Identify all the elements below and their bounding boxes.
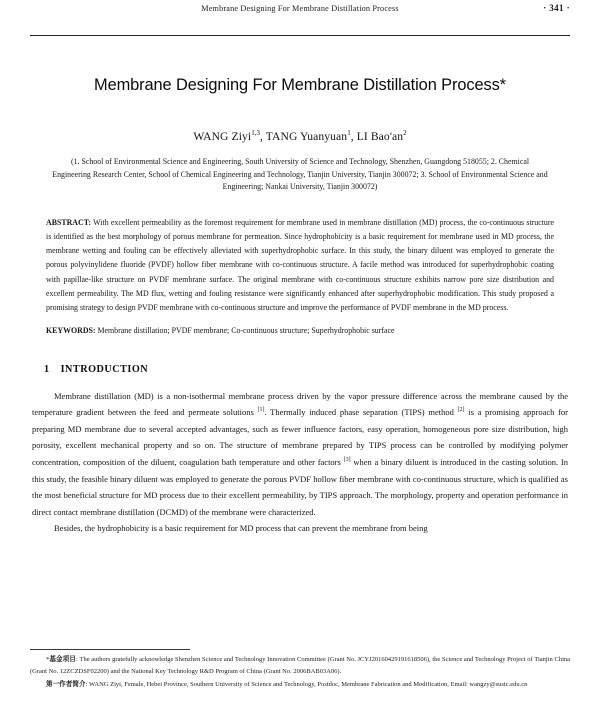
section-number: 1 [44,363,50,375]
abstract-text: With excellent permeability as the foremost requirement for membrane used in membrane distillation (MD) process, the co-continuous structure is identified as the best morphology of porous membrane for permeation. Since hydrophobicity is a basic requirement for membrane used in MD process, the membrane wetting and fouling can be effectively alleviated with superhydrophobic surface. In this study, the binary diluent was employed to generate the porous polyvinylidene fluoride (PVDF) hollow fiber membrane with co-continuous structure. A facile method was introduced for superhydrophobic coating with papillae-like structure on PVDF membrane surface. The original membrane with co-continuous structure exhibits narrow pore size distribution and excellent permeability. The MD flux, wetting and fouling resistance were significantly enhanced after superhydrophobic modification. This study proposed a promising strategy to design PVDF membrane with co-continuous structure and improve the performance of PVDF membrane in the MD process. [46,218,554,312]
footnote-block [30,649,570,690]
citation-ref-2: [2] [457,407,465,414]
footnote-rule [30,649,190,650]
abstract-block [46,216,554,338]
author-name-1: WANG Ziyi [193,129,252,143]
author-bio-text: : WANG Ziyi, Female, Hebei Province, Southern University of Science and Technology, Postdoc, Membrane Fabrication and Modification, Email: wangzy@sustc.edu.cn [85,680,528,688]
author-bio-label-cjk: 第一作者简介 [46,679,86,688]
keywords-label: KEYWORDS: [46,325,96,335]
paragraph-1-segment-1: Membrane distillation (MD) is a non-isothermal membrane process driven by the vapor pressure difference across the membrane caused by the temperature gradient between the feed and permeate solutions [32,390,568,418]
funding-marker: * [46,656,50,664]
paragraph-1-segment-3: is a promising approach for preparing MD membrane due to several accepted advantages, such as fewer influence factors, easy operation, homogeneous pore size distribution, high porosity, excellent mechanical property and so on. The structure of membrane prepared by TIPS process can be controlled by modifying polymer concentration, composition of the diluent, coagulation bath temperature and other factors [32,407,568,467]
citation-ref-1: [1] [257,407,265,414]
author-name-2: TANG Yuanyuan [265,129,348,143]
affiliations: (1. School of Environmental Science and Engineering, South University of Science and Technology, Shenzhen, Guangdong 518055; 2. Chemical Engineering Research Center, School of Chemical Engineering and Technology, Tianjin University, Tianjin 300072; 3. School of Environmental Science and Engineering; Nankai University, Tianjin 300072) [52,156,548,192]
footnote-funding [30,654,570,677]
running-header-title: Membrane Designing For Membrane Distillation Process [201,4,399,13]
author-line: WANG Ziyi$^{1,3}$, TANG Yuanyuan$^1$, LI $Bao'an^2$ [193,129,407,143]
funding-label-cjk: 基金项目 [49,655,76,664]
author-affil-mark-1: 1,3 [251,129,260,137]
page-title: Membrane Designing For Membrane Distillation Process* [94,76,506,94]
paragraph-2: Besides, the hydrophobicity is a basic requirement for MD process that can prevent the membrane from being [54,523,428,534]
page-number: · 341 · [543,3,570,13]
header-rule [30,35,570,36]
citation-ref-3: [3] [343,457,351,464]
section-title: INTRODUCTION [60,363,149,375]
author-affil-mark-2: 1 [347,129,351,137]
abstract-paragraph [46,216,554,314]
keywords-paragraph [46,324,554,338]
section-heading-introduction [44,364,570,375]
abstract-label: ABSTRACT: [46,218,92,228]
paragraph-1 [32,388,568,521]
paragraph-1-segment-4: when a binary diluent is introduced in the casting solution. In this study, the feasible binary diluent was employed to generate the porous PVDF hollow fiber membrane with co-continuous structure, which is qualified as the most beneficial structure for MD process due to their excellent permeability, by TIPS approach. The morphology, property and operation performance in direct contact membrane distillation (DCMD) of the membrane were characterized. [32,457,568,517]
author-name-3: LI Bao'an [356,129,404,143]
paragraph-1-segment-2: . Thermally induced phase separation (TIPS) method [264,407,458,418]
body-text [32,388,568,537]
keywords-text: Membrane distillation; PVDF membrane; Co-continuous structure; Superhydrophobic surface [97,325,395,335]
footnote-author-bio [30,679,570,690]
funding-text: : The authors gratefully acknowledge Shenzhen Science and Technology Innovation Committee (Grant No. JCYJ20160429191618506), the Science and Technology Project of Tianjin China (Grant No. 12ZCZDSF02200) and the National Key Technology R&D Program of China (Grant No. 2006BAB03A06). [30,656,571,675]
author-affil-mark-3: 2 [403,129,407,137]
running-header [30,0,570,34]
